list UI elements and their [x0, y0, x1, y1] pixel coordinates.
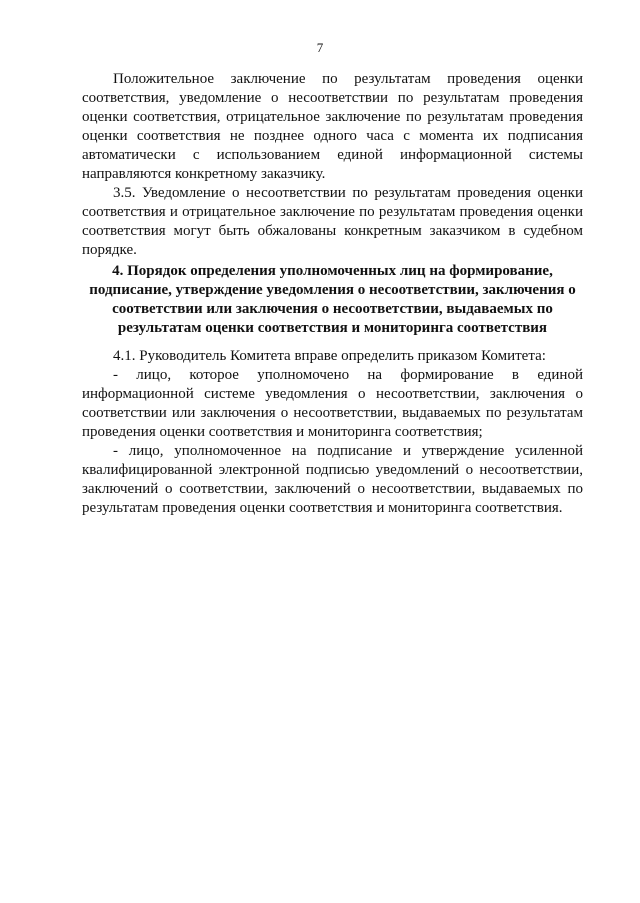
list-item-forming-person: - лицо, которое уполномочено на формирование в единой информационной системе уведомления о несоответствии, заключения о соответствии или заключения о несоответствии, выдаваемых по результатам проведения оценки соответствия и мониторинга соответствия; — [82, 367, 583, 440]
section-4-text — [82, 347, 583, 518]
paragraph-4-1: 4.1. Руководитель Комитета вправе определить приказом Комитета: — [113, 348, 546, 364]
list-item-signing-person: - лицо, уполномоченное на подписание и утверждение усиленной квалифицированной электронной подписью уведомлений о несоответствии, заключений о соответствии, заключений о несоответствии, выдаваемых по результатам проведения оценки соответствия и мониторинга соответствия. — [82, 443, 583, 516]
section-4-heading: 4. Порядок определения уполномоченных лиц на формирование, подписание, утверждение уведомления о несоответствии, заключения о соответствии или заключения о несоответствии, выдаваемых по результатам оценки соответствия и мониторинга соответствия — [89, 263, 576, 336]
paragraph-3-5: 3.5. Уведомление о несоответствии по результатам проведения оценки соответствия и отрицательное заключение по результатам проведения оценки соответствия могут быть обжалованы конкретным заказчиком в судебном порядке. — [82, 185, 583, 258]
paragraph-positive-conclusion: Положительное заключение по результатам проведения оценки соответствия, уведомление о несоответствии по результатам проведения оценки соответствия, отрицательное заключение по результатам проведения оценки соответствия не позднее одного часа с момента их подписания автоматически с использованием единой информационной системы направляются конкретному заказчику. — [82, 71, 583, 182]
section-3-text — [82, 70, 583, 260]
page-number: 7 — [316, 40, 324, 55]
